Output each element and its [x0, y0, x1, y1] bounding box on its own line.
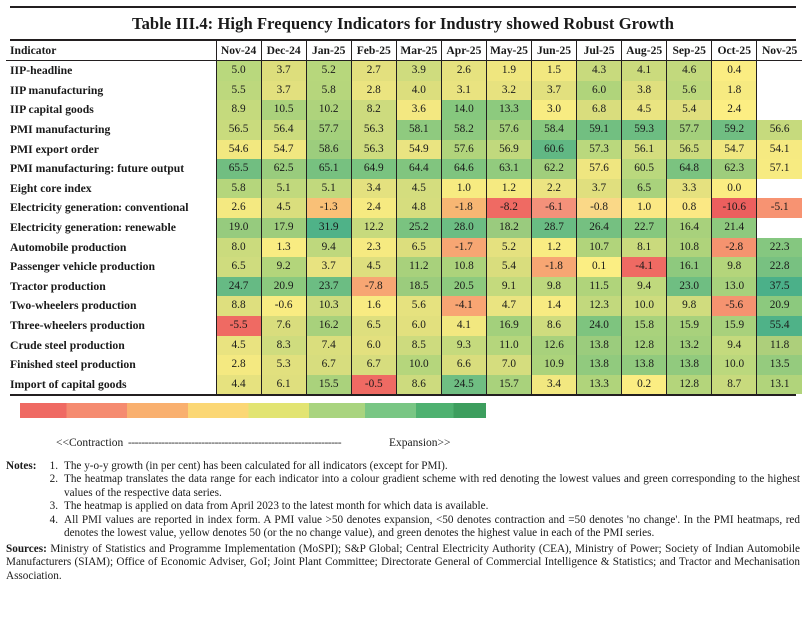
heatmap-cell: 4.1 — [441, 316, 486, 336]
heatmap-cell: 2.3 — [351, 238, 396, 258]
indicator-label: Electricity generation: conventional — [6, 198, 216, 218]
heatmap-cell: 1.3 — [261, 238, 306, 258]
heatmap-cell: 5.2 — [306, 61, 351, 81]
column-header-month: Jul-25 — [577, 41, 622, 61]
table-row — [6, 198, 802, 218]
heatmap-cell: 2.8 — [216, 355, 261, 375]
indicator-label: PMI manufacturing: future output — [6, 159, 216, 179]
heatmap-cell: 24.5 — [441, 375, 486, 395]
note-text: The heatmap translates the data range for each indicator into a colour gradient scheme with red denoting the lowest values and green corresponding to the highest values of the respective data series. — [64, 473, 800, 499]
heatmap-cell: 6.8 — [577, 100, 622, 120]
heatmap-cell: 10.0 — [396, 355, 441, 375]
heatmap-cell: 8.5 — [396, 336, 441, 356]
heatmap-cell: 25.2 — [396, 218, 441, 238]
heatmap-cell: 21.4 — [712, 218, 757, 238]
heatmap-cell: 0.4 — [712, 61, 757, 81]
heatmap-cell: 57.6 — [486, 120, 531, 140]
note-item — [6, 500, 800, 513]
heatmap-cell: -1.8 — [531, 257, 576, 277]
table-row — [6, 355, 802, 375]
heatmap-cell: 5.6 — [667, 81, 712, 101]
heatmap-cell: 4.7 — [486, 296, 531, 316]
column-header-month: Nov-24 — [216, 41, 261, 61]
heatmap-cell: 57.1 — [757, 159, 802, 179]
heatmap-cell: 10.5 — [261, 100, 306, 120]
indicator-label: Crude steel production — [6, 336, 216, 356]
table-page — [0, 6, 806, 632]
table-row — [6, 218, 802, 238]
heatmap-cell: 59.3 — [622, 120, 667, 140]
heatmap-cell: 10.0 — [622, 296, 667, 316]
table-row — [6, 81, 802, 101]
heatmap-cell: 13.3 — [577, 375, 622, 395]
heatmap-cell: 3.0 — [531, 100, 576, 120]
heatmap-cell: -5.5 — [216, 316, 261, 336]
table-row — [6, 277, 802, 297]
heatmap-cell: 17.9 — [261, 218, 306, 238]
heatmap-cell: 13.8 — [577, 336, 622, 356]
heatmap-legend — [6, 403, 800, 420]
heatmap-gradient-bar — [20, 403, 486, 418]
heatmap-cell: 12.8 — [622, 336, 667, 356]
note-number: 2. — [49, 473, 58, 486]
note-item — [6, 460, 800, 473]
indicator-label: Import of capital goods — [6, 375, 216, 395]
heatmap-cell: 3.7 — [577, 179, 622, 199]
heatmap-cell: 3.7 — [261, 81, 306, 101]
heatmap-cell: 13.8 — [622, 355, 667, 375]
heatmap-cell: -6.1 — [531, 198, 576, 218]
heatmap-cell: 65.1 — [306, 159, 351, 179]
heatmap-cell: 3.6 — [396, 100, 441, 120]
heatmap-cell: 6.7 — [351, 355, 396, 375]
heatmap-cell: 6.5 — [622, 179, 667, 199]
table-row — [6, 296, 802, 316]
indicator-label: Automobile production — [6, 238, 216, 258]
heatmap-cell: 13.2 — [667, 336, 712, 356]
heatmap-cell: 62.5 — [261, 159, 306, 179]
heatmap-cell: 8.9 — [216, 100, 261, 120]
heatmap-cell: 15.9 — [712, 316, 757, 336]
heatmap-cell: 10.7 — [577, 238, 622, 258]
heatmap-cell: 1.9 — [486, 61, 531, 81]
heatmap-cell: 7.0 — [486, 355, 531, 375]
heatmap-cell: 4.5 — [622, 100, 667, 120]
heatmap-cell: 5.0 — [216, 61, 261, 81]
heatmap-cell: 1.2 — [486, 179, 531, 199]
heatmap-cell: 2.7 — [351, 61, 396, 81]
heatmap-cell: 6.6 — [441, 355, 486, 375]
column-header-month: Mar-25 — [396, 41, 441, 61]
heatmap-cell — [757, 179, 802, 199]
heatmap-cell: -10.6 — [712, 198, 757, 218]
heatmap-cell: 4.4 — [216, 375, 261, 395]
heatmap-cell: -0.8 — [577, 198, 622, 218]
column-header-indicator: Indicator — [6, 41, 216, 61]
indicator-label: Two-wheelers production — [6, 296, 216, 316]
heatmap-cell: 3.7 — [531, 81, 576, 101]
heatmap-cell: 11.0 — [486, 336, 531, 356]
heatmap-cell: -5.1 — [757, 198, 802, 218]
heatmap-cell: 0.8 — [667, 198, 712, 218]
column-header-month: Jun-25 — [531, 41, 576, 61]
heatmap-cell: 15.8 — [622, 316, 667, 336]
heatmap-cell: 5.8 — [216, 179, 261, 199]
heatmap-cell: 3.8 — [622, 81, 667, 101]
heatmap-cell: 5.2 — [486, 238, 531, 258]
heatmap-cell: 6.0 — [577, 81, 622, 101]
heatmap-cell: 24.0 — [577, 316, 622, 336]
notes-label: Notes: — [6, 460, 37, 473]
table-row — [6, 100, 802, 120]
heatmap-cell: 7.4 — [306, 336, 351, 356]
heatmap-cell: 1.8 — [712, 81, 757, 101]
heatmap-cell: 22.8 — [757, 257, 802, 277]
heatmap-cell: 8.1 — [622, 238, 667, 258]
heatmap-cell: 8.8 — [216, 296, 261, 316]
heatmap-cell: 60.5 — [622, 159, 667, 179]
heatmap-cell: 8.6 — [531, 316, 576, 336]
heatmap-cell: 4.5 — [396, 179, 441, 199]
heatmap-cell: 4.5 — [261, 198, 306, 218]
column-header-month: Nov-25 — [757, 41, 802, 61]
indicator-label: Three-wheelers production — [6, 316, 216, 336]
sources-text: Ministry of Statistics and Programme Implementation (MoSPI); S&P Global; Central Electricity Authority (CEA), Ministry of Power; Society of Indian Automobile Manufacturers (SIAM); Office of Economic Adviser, GoI; Joint Plant Committee; Directorate General of Commercial Intelligence & Statistics; and Tractor and Mechanisation Association. — [6, 542, 800, 582]
heatmap-cell: 6.5 — [396, 238, 441, 258]
heatmap-cell: 56.5 — [216, 120, 261, 140]
heatmap-cell: 54.6 — [216, 140, 261, 160]
heatmap-cell: 64.9 — [351, 159, 396, 179]
note-item — [6, 514, 800, 541]
high-frequency-indicators-table — [6, 41, 802, 395]
heatmap-cell: 1.0 — [441, 179, 486, 199]
indicator-label: IIP manufacturing — [6, 81, 216, 101]
heatmap-cell: 57.6 — [441, 140, 486, 160]
table-row — [6, 120, 802, 140]
heatmap-cell: 60.6 — [531, 140, 576, 160]
heatmap-cell: 1.4 — [531, 296, 576, 316]
heatmap-cell: 7.6 — [261, 316, 306, 336]
indicator-label: IIP capital goods — [6, 100, 216, 120]
heatmap-cell: 3.1 — [441, 81, 486, 101]
heatmap-cell: 2.6 — [441, 61, 486, 81]
heatmap-cell: 15.9 — [667, 316, 712, 336]
heatmap-cell: 5.8 — [306, 81, 351, 101]
table-row — [6, 336, 802, 356]
heatmap-cell: 12.2 — [351, 218, 396, 238]
heatmap-cell: 3.7 — [261, 61, 306, 81]
heatmap-cell: 64.6 — [441, 159, 486, 179]
heatmap-cell: 54.7 — [261, 140, 306, 160]
heatmap-cell: 1.2 — [531, 238, 576, 258]
note-text: The y-o-y growth (in per cent) has been calculated for all indicators (except for PMI). — [64, 460, 448, 473]
heatmap-cell: 57.7 — [306, 120, 351, 140]
heatmap-cell: 13.5 — [757, 355, 802, 375]
heatmap-cell: -1.8 — [441, 198, 486, 218]
heatmap-cell: 11.2 — [396, 257, 441, 277]
heatmap-cell: 2.4 — [351, 198, 396, 218]
heatmap-cell: 9.4 — [306, 238, 351, 258]
heatmap-cell: 65.5 — [216, 159, 261, 179]
legend-contraction-label: <<Contraction — [56, 437, 124, 450]
heatmap-cell: 22.7 — [622, 218, 667, 238]
heatmap-cell: 11.5 — [577, 277, 622, 297]
heatmap-cell: 0.1 — [577, 257, 622, 277]
heatmap-cell: 3.2 — [486, 81, 531, 101]
page-title: Table III.4: High Frequency Indicators for Industry showed Robust Growth — [131, 14, 674, 33]
sources-label: Sources: — [6, 542, 47, 555]
heatmap-cell: 8.2 — [351, 100, 396, 120]
table-body — [6, 61, 802, 395]
heatmap-cell: 5.6 — [396, 296, 441, 316]
heatmap-cell: 5.1 — [306, 179, 351, 199]
heatmap-cell: -7.8 — [351, 277, 396, 297]
heatmap-cell: 59.2 — [712, 120, 757, 140]
heatmap-cell: -5.6 — [712, 296, 757, 316]
heatmap-cell: 58.6 — [306, 140, 351, 160]
heatmap-cell: 4.5 — [351, 257, 396, 277]
heatmap-cell: 31.9 — [306, 218, 351, 238]
heatmap-cell: 20.9 — [757, 296, 802, 316]
heatmap-cell: 12.6 — [531, 336, 576, 356]
heatmap-cell: 10.3 — [306, 296, 351, 316]
table-row — [6, 316, 802, 336]
heatmap-cell: 4.3 — [577, 61, 622, 81]
heatmap-cell: 12.8 — [667, 375, 712, 395]
heatmap-cell: 2.8 — [351, 81, 396, 101]
table-header-row — [6, 41, 802, 61]
heatmap-cell: 54.7 — [712, 140, 757, 160]
legend-dash: ---------------------------------------------------------------- — [128, 437, 342, 450]
heatmap-cell: 22.3 — [757, 238, 802, 258]
column-header-month: May-25 — [486, 41, 531, 61]
note-number: 3. — [49, 500, 58, 513]
heatmap-cell: 56.1 — [622, 140, 667, 160]
heatmap-cell: 8.3 — [261, 336, 306, 356]
heatmap-cell: 6.5 — [351, 316, 396, 336]
heatmap-cell: 9.8 — [667, 296, 712, 316]
heatmap-cell: 10.8 — [667, 238, 712, 258]
heatmap-cell: 18.2 — [486, 218, 531, 238]
indicator-label: Finished steel production — [6, 355, 216, 375]
heatmap-cell: 56.3 — [351, 140, 396, 160]
heatmap-cell — [757, 81, 802, 101]
heatmap-cell: 19.0 — [216, 218, 261, 238]
heatmap-cell: 10.9 — [531, 355, 576, 375]
indicator-label: Passenger vehicle production — [6, 257, 216, 277]
heatmap-cell: 20.5 — [441, 277, 486, 297]
column-header-month: Jan-25 — [306, 41, 351, 61]
heatmap-cell: 14.0 — [441, 100, 486, 120]
heatmap-cell: -0.5 — [351, 375, 396, 395]
heatmap-cell: 55.4 — [757, 316, 802, 336]
indicator-label: IIP-headline — [6, 61, 216, 81]
heatmap-cell: 3.7 — [306, 257, 351, 277]
indicator-label: PMI export order — [6, 140, 216, 160]
heatmap-cell: 58.4 — [531, 120, 576, 140]
heatmap-cell: 63.1 — [486, 159, 531, 179]
heatmap-cell: 11.8 — [757, 336, 802, 356]
heatmap-cell: 16.1 — [667, 257, 712, 277]
heatmap-cell: 5.4 — [667, 100, 712, 120]
table-row — [6, 179, 802, 199]
heatmap-cell: 9.4 — [712, 336, 757, 356]
heatmap-cell: 62.2 — [531, 159, 576, 179]
heatmap-cell: 4.6 — [667, 61, 712, 81]
heatmap-cell: 56.9 — [486, 140, 531, 160]
heatmap-cell: 10.0 — [712, 355, 757, 375]
heatmap-cell — [757, 61, 802, 81]
heatmap-cell: 58.2 — [441, 120, 486, 140]
heatmap-cell: 3.9 — [396, 61, 441, 81]
note-text: The heatmap is applied on data from April 2023 to the latest month for which data is available. — [64, 500, 489, 513]
heatmap-cell: 1.0 — [622, 198, 667, 218]
heatmap-cell: 5.1 — [261, 179, 306, 199]
heatmap-cell: -1.3 — [306, 198, 351, 218]
heatmap-cell: -4.1 — [622, 257, 667, 277]
heatmap-cell: 6.1 — [261, 375, 306, 395]
heatmap-cell: 23.7 — [306, 277, 351, 297]
heatmap-cell: 5.3 — [261, 355, 306, 375]
note-text: All PMI values are reported in index form. A PMI value >50 denotes expansion, <50 denotes contraction and =50 denotes 'no change'. In the PMI heatmaps, red denotes the lowest value, yellow denotes 50 (or the no change value), and green denotes the highest value in each of the PMI series. — [64, 513, 800, 540]
heatmap-cell: 6.0 — [396, 316, 441, 336]
heatmap-cell: 56.4 — [261, 120, 306, 140]
heatmap-cell: 64.8 — [667, 159, 712, 179]
table-row — [6, 238, 802, 258]
heatmap-cell: 16.4 — [667, 218, 712, 238]
heatmap-cell: 5.4 — [486, 257, 531, 277]
heatmap-cell: 59.1 — [577, 120, 622, 140]
table-row — [6, 140, 802, 160]
heatmap-cell: 13.8 — [577, 355, 622, 375]
note-number: 1. — [49, 460, 58, 473]
table-row — [6, 375, 802, 395]
heatmap-cell: -0.6 — [261, 296, 306, 316]
heatmap-cell: 6.5 — [216, 257, 261, 277]
heatmap-cell: 37.5 — [757, 277, 802, 297]
heatmap-cell: 28.7 — [531, 218, 576, 238]
legend-expansion-label: Expansion>> — [389, 437, 451, 450]
heatmap-cell: 2.2 — [531, 179, 576, 199]
heatmap-cell: 9.4 — [622, 277, 667, 297]
heatmap-cell: 8.7 — [712, 375, 757, 395]
sources-block — [6, 543, 800, 584]
heatmap-cell: 3.4 — [351, 179, 396, 199]
heatmap-cell: 56.5 — [667, 140, 712, 160]
table-row — [6, 257, 802, 277]
heatmap-cell: 2.6 — [216, 198, 261, 218]
heatmap-cell: 8.0 — [216, 238, 261, 258]
heatmap-cell: 1.6 — [351, 296, 396, 316]
heatmap-cell: 3.4 — [531, 375, 576, 395]
heatmap-cell: 4.8 — [396, 198, 441, 218]
heatmap-cell: 16.2 — [306, 316, 351, 336]
heatmap-cell: -4.1 — [441, 296, 486, 316]
heatmap-cell: 16.9 — [486, 316, 531, 336]
legend-caption — [6, 437, 800, 457]
note-item — [6, 473, 800, 500]
heatmap-cell — [757, 100, 802, 120]
table-row — [6, 159, 802, 179]
heatmap-cell: 9.3 — [441, 336, 486, 356]
heatmap-cell — [757, 218, 802, 238]
heatmap-cell: 15.7 — [486, 375, 531, 395]
heatmap-cell: 13.0 — [712, 277, 757, 297]
heatmap-cell: 13.1 — [757, 375, 802, 395]
notes-block — [6, 460, 800, 540]
heatmap-cell: 57.6 — [577, 159, 622, 179]
heatmap-cell: 2.4 — [712, 100, 757, 120]
heatmap-cell: 12.3 — [577, 296, 622, 316]
heatmap-cell: 9.1 — [486, 277, 531, 297]
heatmap-cell: 9.2 — [261, 257, 306, 277]
heatmap-cell: 13.3 — [486, 100, 531, 120]
heatmap-cell: 5.5 — [216, 81, 261, 101]
heatmap-cell: 23.0 — [667, 277, 712, 297]
indicator-label: Electricity generation: renewable — [6, 218, 216, 238]
heatmap-cell: 57.7 — [667, 120, 712, 140]
heatmap-cell: 10.2 — [306, 100, 351, 120]
column-header-month: Apr-25 — [441, 41, 486, 61]
heatmap-cell: 24.7 — [216, 277, 261, 297]
heatmap-cell: 58.1 — [396, 120, 441, 140]
heatmap-cell: 4.0 — [396, 81, 441, 101]
heatmap-cell: 26.4 — [577, 218, 622, 238]
heatmap-cell: 6.7 — [306, 355, 351, 375]
table-row — [6, 61, 802, 81]
heatmap-cell: -8.2 — [486, 198, 531, 218]
indicator-label: PMI manufacturing — [6, 120, 216, 140]
heatmap-cell: 4.1 — [622, 61, 667, 81]
heatmap-cell: 54.1 — [757, 140, 802, 160]
heatmap-cell: 57.3 — [577, 140, 622, 160]
column-header-month: Dec-24 — [261, 41, 306, 61]
heatmap-cell: 56.6 — [757, 120, 802, 140]
heatmap-cell: 1.5 — [531, 61, 576, 81]
heatmap-cell: 3.3 — [667, 179, 712, 199]
heatmap-cell: 0.2 — [622, 375, 667, 395]
column-header-month: Sep-25 — [667, 41, 712, 61]
column-header-month: Feb-25 — [351, 41, 396, 61]
column-header-month: Aug-25 — [622, 41, 667, 61]
heatmap-cell: 18.5 — [396, 277, 441, 297]
note-number: 4. — [49, 513, 58, 526]
heatmap-cell: 62.3 — [712, 159, 757, 179]
heatmap-cell: 64.4 — [396, 159, 441, 179]
heatmap-cell: 28.0 — [441, 218, 486, 238]
heatmap-cell: 8.6 — [396, 375, 441, 395]
heatmap-cell: 4.5 — [216, 336, 261, 356]
heatmap-cell: 15.5 — [306, 375, 351, 395]
heatmap-cell: 54.9 — [396, 140, 441, 160]
heatmap-cell: 9.8 — [531, 277, 576, 297]
indicator-label: Tractor production — [6, 277, 216, 297]
heatmap-cell: 20.9 — [261, 277, 306, 297]
indicator-label: Eight core index — [6, 179, 216, 199]
heatmap-cell: -2.8 — [712, 238, 757, 258]
heatmap-cell: 9.8 — [712, 257, 757, 277]
heatmap-cell: 0.0 — [712, 179, 757, 199]
table-rule-bottom — [10, 394, 796, 396]
heatmap-cell: 6.0 — [351, 336, 396, 356]
column-header-month: Oct-25 — [712, 41, 757, 61]
heatmap-cell: 13.8 — [667, 355, 712, 375]
heatmap-cell: 56.3 — [351, 120, 396, 140]
heatmap-cell: 10.8 — [441, 257, 486, 277]
table-header — [6, 41, 802, 61]
heatmap-cell: -1.7 — [441, 238, 486, 258]
